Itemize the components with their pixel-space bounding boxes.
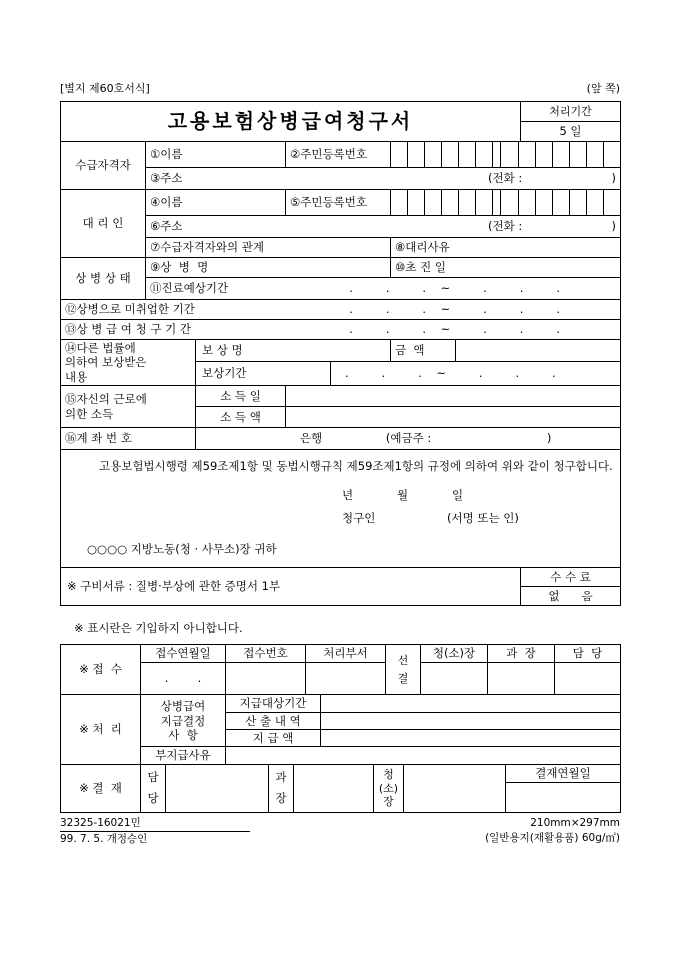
other-compensation-table xyxy=(60,339,621,386)
annex-label: [별지 제60호서식] xyxy=(60,82,150,95)
rrn-digit-box[interactable] xyxy=(501,190,518,215)
rrn-digit-box[interactable] xyxy=(476,190,493,215)
approval-head-sign-box[interactable] xyxy=(404,764,506,812)
receipt-manager-label: 과 장 xyxy=(488,645,555,663)
claimant-phone-area[interactable] xyxy=(488,171,616,185)
rrn-digit-box[interactable] xyxy=(408,142,425,167)
claimant-table xyxy=(60,141,621,190)
claimant-label: 청구인 xyxy=(342,511,376,526)
income-amount-label: 소 득 액 xyxy=(196,407,286,428)
claimant-rrn-boxes[interactable] xyxy=(391,142,620,167)
illness-section-label: 상 병 상 태 xyxy=(61,258,146,300)
attachments-table xyxy=(60,567,621,606)
approval-manager-label xyxy=(269,764,294,812)
agent-address-label: ⑥주소 xyxy=(150,219,183,234)
rrn-digit-box[interactable] xyxy=(459,142,476,167)
claimant-address-cell[interactable] xyxy=(146,168,621,190)
agent-relation-cell[interactable] xyxy=(146,238,391,258)
claimant-name-cell[interactable] xyxy=(146,142,286,168)
declaration-table xyxy=(60,449,621,568)
rrn-digit-box[interactable] xyxy=(553,142,570,167)
preliminary-approval-char1: 선 xyxy=(397,654,409,668)
agent-reason-label: ⑧대리사유 xyxy=(395,240,450,255)
comp-name-cell[interactable] xyxy=(196,340,391,362)
approval-section-label: ※ 결 재 xyxy=(61,764,141,812)
bank-label: 은행 xyxy=(300,431,323,446)
processing-period-value: 5 일 xyxy=(521,122,621,142)
preliminary-approval-label xyxy=(386,645,421,695)
claimant-address-label: ③주소 xyxy=(150,171,183,186)
rrn-separator xyxy=(493,190,501,215)
claimant-rrn-label: ②주민등록번호 xyxy=(290,147,367,162)
claimant-section-label: 수급자격자 xyxy=(61,142,146,190)
agent-rrn-label-cell xyxy=(286,190,391,216)
manager-sign-box[interactable] xyxy=(488,663,555,695)
rrn-digit-box[interactable] xyxy=(459,190,476,215)
other-comp-label-line1: ⑭다른 법률에 xyxy=(65,341,136,355)
rrn-digit-box[interactable] xyxy=(408,190,425,215)
rrn-digit-box[interactable] xyxy=(476,142,493,167)
agent-name-label: ④이름 xyxy=(150,195,183,210)
approval-manager-sign-box[interactable] xyxy=(294,764,374,812)
rrn-digit-box[interactable] xyxy=(570,190,587,215)
claimant-signature-line[interactable] xyxy=(342,511,614,525)
receipt-date-input[interactable]: . . xyxy=(141,663,226,695)
income-date-label: 소 득 일 xyxy=(196,386,286,407)
preliminary-approval-char2: 결 xyxy=(397,671,409,685)
expected-period-label: ⑪진료예상기간 xyxy=(150,281,229,296)
comp-amount-label-cell xyxy=(391,340,456,362)
approval-head-line3: 장 xyxy=(383,794,394,808)
approval-head-label xyxy=(374,764,404,812)
disease-name-label: ⑨상 병 명 xyxy=(150,260,209,275)
paper-spec: (일반용지(재활용품) 60g/㎡) xyxy=(485,831,620,844)
account-table xyxy=(60,427,621,450)
approval-head-line1: 청 xyxy=(383,768,394,782)
claimant-phone-label: (전화 : xyxy=(488,171,523,186)
rrn-digit-box[interactable] xyxy=(536,190,553,215)
processing-section-label: ※ 처 리 xyxy=(61,695,141,765)
income-date-input[interactable] xyxy=(286,386,621,407)
rrn-digit-box[interactable] xyxy=(442,142,459,167)
approval-manager-char1: 과 xyxy=(275,770,287,785)
receipt-staff-label: 담 당 xyxy=(555,645,621,663)
rrn-digit-box[interactable] xyxy=(587,190,604,215)
processing-table xyxy=(60,694,621,765)
comp-period-label: 보상기간 xyxy=(202,366,247,381)
claimant-name-label: ①이름 xyxy=(150,147,183,162)
approval-staff-char1: 담 xyxy=(147,770,159,785)
rrn-digit-box[interactable] xyxy=(425,142,442,167)
form-title: 고용보험상병급여청구서 xyxy=(61,102,521,142)
footer-left xyxy=(60,816,250,847)
fee-label: 수 수 료 xyxy=(521,568,621,587)
approval-manager-char2: 장 xyxy=(275,791,287,806)
declaration-date-line[interactable]: 년 월 일 xyxy=(342,487,464,502)
rrn-digit-box[interactable] xyxy=(570,142,587,167)
form-area xyxy=(60,80,620,847)
nonpayment-reason-input[interactable] xyxy=(226,747,621,764)
approval-date-input[interactable] xyxy=(506,782,621,812)
rrn-digit-box[interactable] xyxy=(391,142,408,167)
declaration-text: 고용보험법시행령 제59조제1항 및 동법시행규칙 제59조제1항의 규정에 의하여 위와 같이 청구합니다. xyxy=(99,459,613,474)
own-income-table xyxy=(60,385,621,428)
decision-label-cell xyxy=(141,695,226,747)
other-comp-label-line3: 내용 xyxy=(65,369,88,384)
own-income-label-line2: 의한 소득 xyxy=(65,406,114,421)
illness-table xyxy=(60,257,621,340)
attachments-label: ※ 구비서류 : 질병·부상에 관한 증명서 1부 xyxy=(61,568,521,606)
pay-period-input[interactable] xyxy=(321,695,621,712)
head-sign-box[interactable] xyxy=(421,663,488,695)
disease-name-cell[interactable] xyxy=(146,258,391,278)
first-exam-cell[interactable] xyxy=(391,258,621,278)
agent-name-cell[interactable] xyxy=(146,190,286,216)
title-table xyxy=(60,101,621,142)
fee-value: 없 음 xyxy=(521,587,621,606)
expected-period-cell[interactable] xyxy=(146,278,621,300)
comp-period-dots-cell[interactable]: . . . ~ . . . xyxy=(331,361,621,386)
page-footer xyxy=(60,816,620,847)
receipt-dept-label: 처리부서 xyxy=(306,645,386,663)
income-amount-input[interactable] xyxy=(286,407,621,428)
rrn-digit-box[interactable] xyxy=(519,190,536,215)
paper-size: 210mm×297mm xyxy=(530,816,620,829)
agent-rrn-boxes[interactable] xyxy=(391,190,620,215)
receipt-section-label: ※ 접 수 xyxy=(61,645,141,695)
receipt-number-input[interactable] xyxy=(226,663,306,695)
decision-label-line1: 상병급여 xyxy=(160,699,206,714)
not-employed-period-label: ⑫상병으로 미취업한 기간 xyxy=(65,302,195,317)
recipient-line: ○○○○ 지방노동(청 · 사무소)장 귀하 xyxy=(87,541,277,556)
approval-staff-char2: 당 xyxy=(147,791,159,806)
rrn-separator xyxy=(493,142,501,167)
calculation-label: 산 출 내 역 xyxy=(226,712,321,729)
receipt-head-label: 청(소)장 xyxy=(421,645,488,663)
first-exam-label: ⑩초 진 일 xyxy=(395,260,446,275)
rrn-digit-box[interactable] xyxy=(391,190,408,215)
own-income-section-label xyxy=(61,386,196,428)
rrn-digit-box[interactable] xyxy=(501,142,518,167)
pay-period-label: 지급대상기간 xyxy=(226,695,321,712)
approval-head-line2: (소) xyxy=(378,781,399,795)
claimant-phone-close: ) xyxy=(611,171,616,186)
claim-period-cell[interactable] xyxy=(61,320,621,340)
agent-phone-area[interactable] xyxy=(488,219,616,233)
comp-amount-input[interactable] xyxy=(456,340,621,362)
rrn-digit-box[interactable] xyxy=(587,142,604,167)
comp-amount-label: 금 액 xyxy=(395,343,425,358)
claim-period-dots[interactable]: . . . ~ . . . xyxy=(349,322,560,337)
comp-name-label: 보 상 명 xyxy=(202,343,243,358)
rrn-digit-box[interactable] xyxy=(519,142,536,167)
footer-right xyxy=(485,816,620,847)
account-holder-label: (예금주 : xyxy=(385,431,432,446)
comp-period-label-cell xyxy=(196,361,331,386)
decision-label-line2: 지급결정 xyxy=(160,713,206,728)
approval-staff-label xyxy=(141,764,166,812)
decision-label-line3: 사 항 xyxy=(168,727,198,742)
agent-rrn-label: ⑤주민등록번호 xyxy=(290,195,367,210)
pay-amount-label: 지 급 액 xyxy=(226,729,321,746)
rrn-digit-box[interactable] xyxy=(442,190,459,215)
claim-period-label: ⑬상 병 급 여 청 구 기 간 xyxy=(65,322,191,337)
agent-relation-label: ⑦수급자격자와의 관계 xyxy=(150,240,264,255)
agent-section-label: 대 리 인 xyxy=(61,190,146,258)
fill-notice: ※ 표시란은 기입하지 아니합니다. xyxy=(74,621,243,636)
account-label: ⑯계 좌 번 호 xyxy=(61,428,196,450)
receipt-table xyxy=(60,644,621,695)
rrn-digit-box[interactable] xyxy=(604,190,620,215)
account-cell[interactable] xyxy=(196,428,621,450)
declaration-cell xyxy=(61,450,621,568)
receipt-date-label: 접수연월일 xyxy=(141,645,226,663)
form-number: 32325-16021민 xyxy=(60,816,250,832)
not-employed-period-cell[interactable] xyxy=(61,300,621,320)
agent-reason-cell[interactable] xyxy=(391,238,621,258)
rrn-digit-box[interactable] xyxy=(536,142,553,167)
agent-rrn-cell xyxy=(391,190,621,216)
approval-staff-sign-box[interactable] xyxy=(166,764,269,812)
other-comp-label-line2: 의하여 보상받은 xyxy=(65,355,147,370)
staff-sign-box[interactable] xyxy=(555,663,621,695)
rrn-digit-box[interactable] xyxy=(604,142,620,167)
signature-note: (서명 또는 인) xyxy=(446,511,519,526)
own-income-label-line1: ⑮자신의 근로에 xyxy=(65,392,147,407)
pay-amount-input[interactable] xyxy=(321,729,621,746)
front-side-label: (앞 쪽) xyxy=(586,82,620,95)
claimant-rrn-cell xyxy=(391,142,621,168)
receipt-number-label: 접수번호 xyxy=(226,645,306,663)
account-holder-close: ) xyxy=(546,431,552,446)
rrn-digit-box[interactable] xyxy=(553,190,570,215)
agent-phone-label: (전화 : xyxy=(488,219,523,234)
agent-address-cell[interactable] xyxy=(146,216,621,238)
approval-table xyxy=(60,764,621,813)
calculation-input[interactable] xyxy=(321,712,621,729)
rrn-digit-box[interactable] xyxy=(425,190,442,215)
nonpayment-reason-label: 부지급사유 xyxy=(141,747,226,764)
expected-period-dots[interactable]: . . . ~ . . . xyxy=(349,281,560,296)
receipt-dept-input[interactable] xyxy=(306,663,386,695)
claimant-rrn-label-cell xyxy=(286,142,391,168)
other-comp-section-label xyxy=(61,340,196,386)
revision-note: 99. 7. 5. 개정승인 xyxy=(60,832,148,845)
agent-table xyxy=(60,189,621,258)
processing-period-label: 처리기간 xyxy=(521,102,621,122)
agent-phone-close: ) xyxy=(611,219,616,234)
approval-date-label: 결재연월일 xyxy=(506,764,621,782)
page-annotations xyxy=(60,80,620,96)
not-employed-period-dots[interactable]: . . . ~ . . . xyxy=(349,302,560,317)
